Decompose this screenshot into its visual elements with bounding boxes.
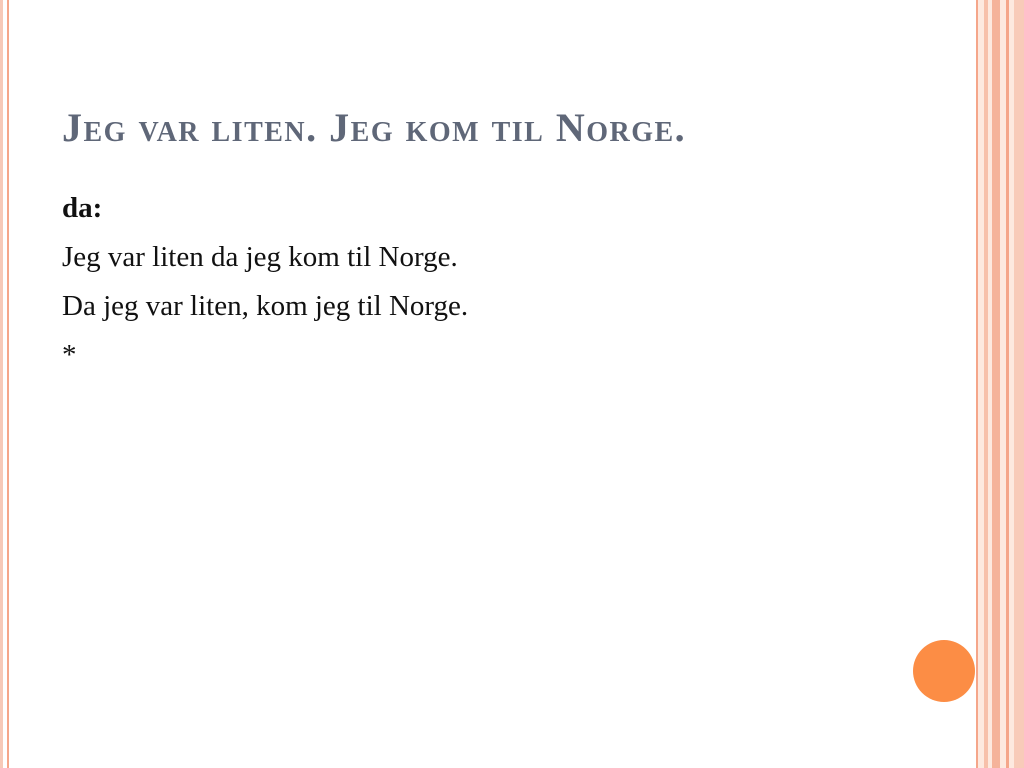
- left-border-stripe: [0, 0, 3, 768]
- body-line: Jeg var liten da jeg kom til Norge.: [62, 241, 458, 273]
- body-line-heading: da:: [62, 192, 103, 224]
- right-stripe: [984, 0, 988, 768]
- right-stripe: [992, 0, 1000, 768]
- slide-body: [62, 188, 468, 384]
- right-stripe: [1006, 0, 1009, 768]
- right-stripe: [1014, 0, 1024, 768]
- slide-title: Jeg var liten. Jeg kom til Norge.: [62, 105, 687, 150]
- body-line: *: [62, 339, 77, 371]
- left-border-stripe-inner: [7, 0, 9, 768]
- accent-circle-icon: [913, 640, 975, 702]
- right-stripe: [976, 0, 978, 768]
- body-line: Da jeg var liten, kom jeg til Norge.: [62, 290, 469, 322]
